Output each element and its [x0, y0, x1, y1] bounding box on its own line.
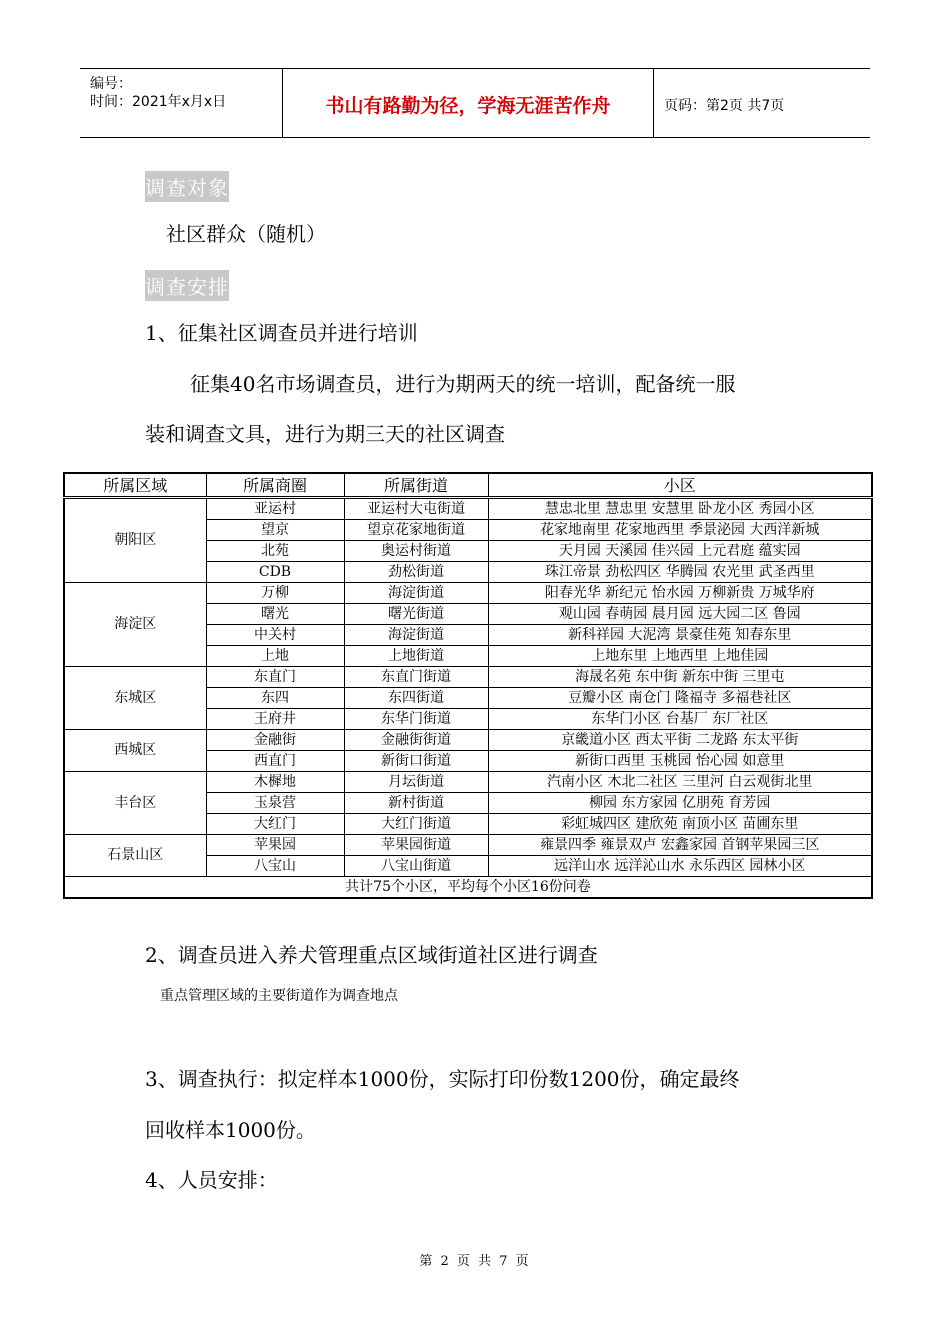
street-cell: 东直门街道 — [344, 667, 488, 688]
street-cell: 新村街道 — [344, 793, 488, 814]
header-meta-cell — [80, 69, 283, 137]
communities-cell: 汽南小区 木北二社区 三里河 白云观街北里 — [488, 772, 872, 793]
street-cell: 八宝山街道 — [344, 856, 488, 877]
item1-paragraph-line2: 装和调查文具，进行为期三天的社区调查 — [145, 422, 505, 446]
communities-cell: 豆瓣小区 南仓门 隆福寺 多福巷社区 — [488, 688, 872, 709]
table-row — [64, 667, 872, 688]
item2-title: 2、调查员进入养犬管理重点区域街道社区进行调查 — [145, 943, 598, 967]
header-page-cell — [654, 69, 870, 137]
communities-cell: 东华门小区 台基厂 东厂社区 — [488, 709, 872, 730]
communities-cell: 彩虹城四区 建欣苑 南顶小区 苗圃东里 — [488, 814, 872, 835]
table-row — [64, 583, 872, 604]
subject-heading: 调查对象 — [145, 171, 229, 202]
circle-cell: 东直门 — [206, 667, 344, 688]
table-total: 共计75个小区，平均每个小区16份问卷 — [64, 877, 872, 899]
table-row — [64, 835, 872, 856]
circle-cell: 上地 — [206, 646, 344, 667]
street-cell: 亚运村大屯街道 — [344, 498, 488, 520]
item3-paragraph-line1: 3、调查执行：拟定样本1000份，实际打印份数1200份，确定最终 — [145, 1067, 740, 1091]
communities-cell: 花家地南里 花家地西里 季景泌园 大西洋新城 — [488, 520, 872, 541]
communities-cell: 柳园 东方家园 亿朋苑 育芳园 — [488, 793, 872, 814]
circle-cell: 木樨地 — [206, 772, 344, 793]
item3-paragraph-line2: 回收样本1000份。 — [145, 1118, 316, 1142]
column-header-street: 所属街道 — [344, 473, 488, 498]
communities-cell: 新科祥园 大泥湾 景豪佳苑 知春东里 — [488, 625, 872, 646]
arrangement-heading: 调查安排 — [145, 270, 229, 301]
area-cell: 西城区 — [64, 730, 206, 772]
table-total-row — [64, 877, 872, 899]
circle-cell: 八宝山 — [206, 856, 344, 877]
column-header-circle: 所属商圈 — [206, 473, 344, 498]
page-header — [80, 68, 870, 138]
street-cell: 新街口街道 — [344, 751, 488, 772]
street-cell: 曙光街道 — [344, 604, 488, 625]
circle-cell: 亚运村 — [206, 498, 344, 520]
document-number: 编号： — [90, 76, 132, 92]
circle-cell: 苹果园 — [206, 835, 344, 856]
circle-cell: CDB — [206, 562, 344, 583]
communities-cell: 京畿道小区 西太平街 二龙路 东太平街 — [488, 730, 872, 751]
circle-cell: 东四 — [206, 688, 344, 709]
communities-cell: 远洋山水 远洋沁山水 永乐西区 园林小区 — [488, 856, 872, 877]
communities-cell: 慧忠北里 慧忠里 安慧里 卧龙小区 秀园小区 — [488, 498, 872, 520]
street-cell: 金融街街道 — [344, 730, 488, 751]
communities-cell: 观山园 春萌园 晨月园 远大园二区 鲁园 — [488, 604, 872, 625]
area-cell: 朝阳区 — [64, 498, 206, 583]
circle-cell: 金融街 — [206, 730, 344, 751]
item1-title: 1、征集社区调查员并进行培训 — [145, 321, 418, 345]
communities-cell: 上地东里 上地西里 上地佳园 — [488, 646, 872, 667]
communities-cell: 海晟名苑 东中街 新东中街 三里屯 — [488, 667, 872, 688]
street-cell: 苹果园街道 — [344, 835, 488, 856]
street-cell: 大红门街道 — [344, 814, 488, 835]
survey-area-table — [63, 472, 873, 899]
area-cell: 海淀区 — [64, 583, 206, 667]
area-cell: 石景山区 — [64, 835, 206, 877]
communities-cell: 阳春光华 新纪元 怡水园 万柳新贵 万城华府 — [488, 583, 872, 604]
table-row — [64, 730, 872, 751]
street-cell: 东华门街道 — [344, 709, 488, 730]
circle-cell: 北苑 — [206, 541, 344, 562]
header-motto: 书山有路勤为径，学海无涯苦作舟 — [325, 95, 611, 117]
street-cell: 劲松街道 — [344, 562, 488, 583]
street-cell: 海淀街道 — [344, 583, 488, 604]
document-time: 时间：2021年x月x日 — [90, 94, 227, 110]
item1-paragraph-line1: 征集40名市场调查员，进行为期两天的统一培训，配备统一服 — [190, 372, 736, 396]
item2-note: 重点管理区域的主要街道作为调查地点 — [160, 988, 398, 1004]
header-motto-cell — [283, 69, 654, 137]
circle-cell: 西直门 — [206, 751, 344, 772]
circle-cell: 中关村 — [206, 625, 344, 646]
circle-cell: 曙光 — [206, 604, 344, 625]
table-row — [64, 772, 872, 793]
communities-cell: 珠江帝景 劲松四区 华腾园 农光里 武圣西里 — [488, 562, 872, 583]
column-header-communities: 小区 — [488, 473, 872, 498]
circle-cell: 玉泉营 — [206, 793, 344, 814]
column-header-area: 所属区域 — [64, 473, 206, 498]
street-cell: 望京花家地街道 — [344, 520, 488, 541]
circle-cell: 望京 — [206, 520, 344, 541]
street-cell: 上地街道 — [344, 646, 488, 667]
table-row — [64, 498, 872, 520]
communities-cell: 雍景四季 雍景双卢 宏鑫家园 首钢苹果园三区 — [488, 835, 872, 856]
table-header-row — [64, 473, 872, 498]
area-cell: 丰台区 — [64, 772, 206, 835]
circle-cell: 大红门 — [206, 814, 344, 835]
street-cell: 东四街道 — [344, 688, 488, 709]
circle-cell: 王府井 — [206, 709, 344, 730]
header-page-number: 页码：第2页 共7页 — [664, 98, 785, 114]
street-cell: 海淀街道 — [344, 625, 488, 646]
page-footer: 第 2 页 共 7 页 — [419, 1254, 531, 1269]
street-cell: 月坛街道 — [344, 772, 488, 793]
item4-title: 4、人员安排： — [145, 1168, 278, 1192]
communities-cell: 新街口西里 玉桃园 怡心园 如意里 — [488, 751, 872, 772]
subject-text: 社区群众（随机） — [166, 222, 326, 246]
area-cell: 东城区 — [64, 667, 206, 730]
street-cell: 奥运村街道 — [344, 541, 488, 562]
circle-cell: 万柳 — [206, 583, 344, 604]
communities-cell: 天月园 天溪园 佳兴园 上元君庭 蕴实园 — [488, 541, 872, 562]
